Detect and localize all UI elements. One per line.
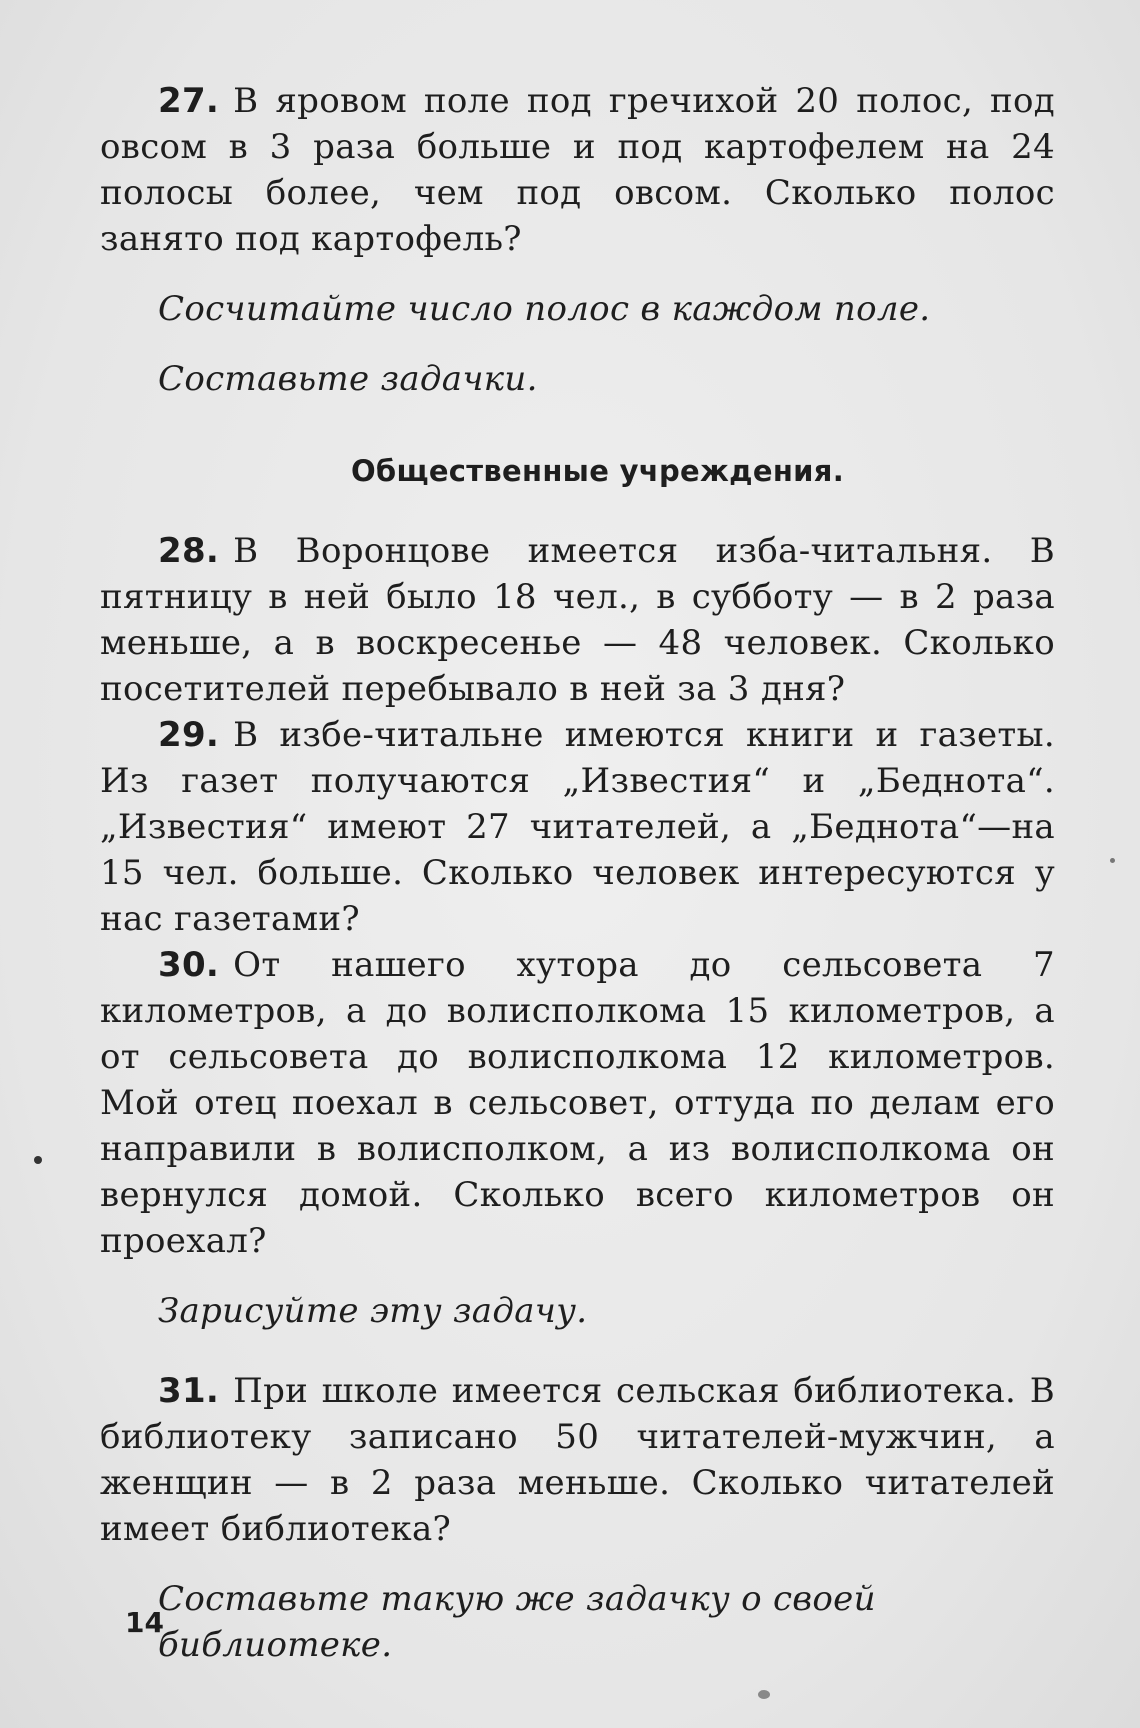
page-content [100,78,1055,1668]
problem-27 [100,78,1055,262]
note-compose-problems: Составьте задачки. [158,359,538,399]
page-number: 14 [125,1606,164,1639]
section-heading: Общественные учреждения. [350,454,845,488]
ink-speck [34,1156,42,1164]
problem-number: 31. [158,1371,220,1411]
problem-30 [100,942,1055,1264]
problem-number: 30. [158,945,220,985]
problem-29 [100,712,1055,942]
problem-number: 29. [158,715,220,755]
problem-28 [100,528,1055,712]
note-draw-problem: Зарисуйте эту задачу. [158,1291,588,1331]
problem-number: 27. [158,81,220,121]
ink-speck [758,1690,770,1699]
problem-31 [100,1368,1055,1552]
problem-text: В яровом поле под гречихой 20 полос, под овсом в 3 раза больше и под картофелем на 24 полосы более, чем под овсом. Сколько полос занято под картофель? [100,81,1055,259]
problem-number: 28. [158,531,220,571]
note-count-strips: Сосчитайте число полос в каждом поле. [158,289,931,329]
problem-text: В избе-читальне имеются книги и газеты. Из газет получаются „Известия“ и „Беднота“. „Известия“ имеют 27 читателей, а „Беднота“—на 15 чел. больше. Сколько человек интересуются у нас газетами? [100,715,1055,939]
problem-text: При школе имеется сельская библиотека. В библиотеку записано 50 читателей-мужчин, а женщин — в 2 раза меньше. Сколько читателей имеет библиотека? [100,1371,1055,1549]
ink-speck [1110,858,1115,863]
problem-text: От нашего хутора до сельсовета 7 километров, а до волисполкома 15 километров, а от сельсовета до волисполкома 12 километров. Мой отец поехал в сельсовет, оттуда по делам его направили в волисполком, а из волисполкома он вернулся домой. Сколько всего километров он проехал? [100,945,1055,1261]
note-library-problem: Составьте такую же задачку о своей библиотеке. [158,1579,876,1665]
problem-text: В Воронцове имеется изба-читальня. В пятницу в ней было 18 чел., в субботу — в 2 раза меньше, а в воскресенье — 48 человек. Сколько посетителей перебывало в ней за 3 дня? [100,531,1055,709]
